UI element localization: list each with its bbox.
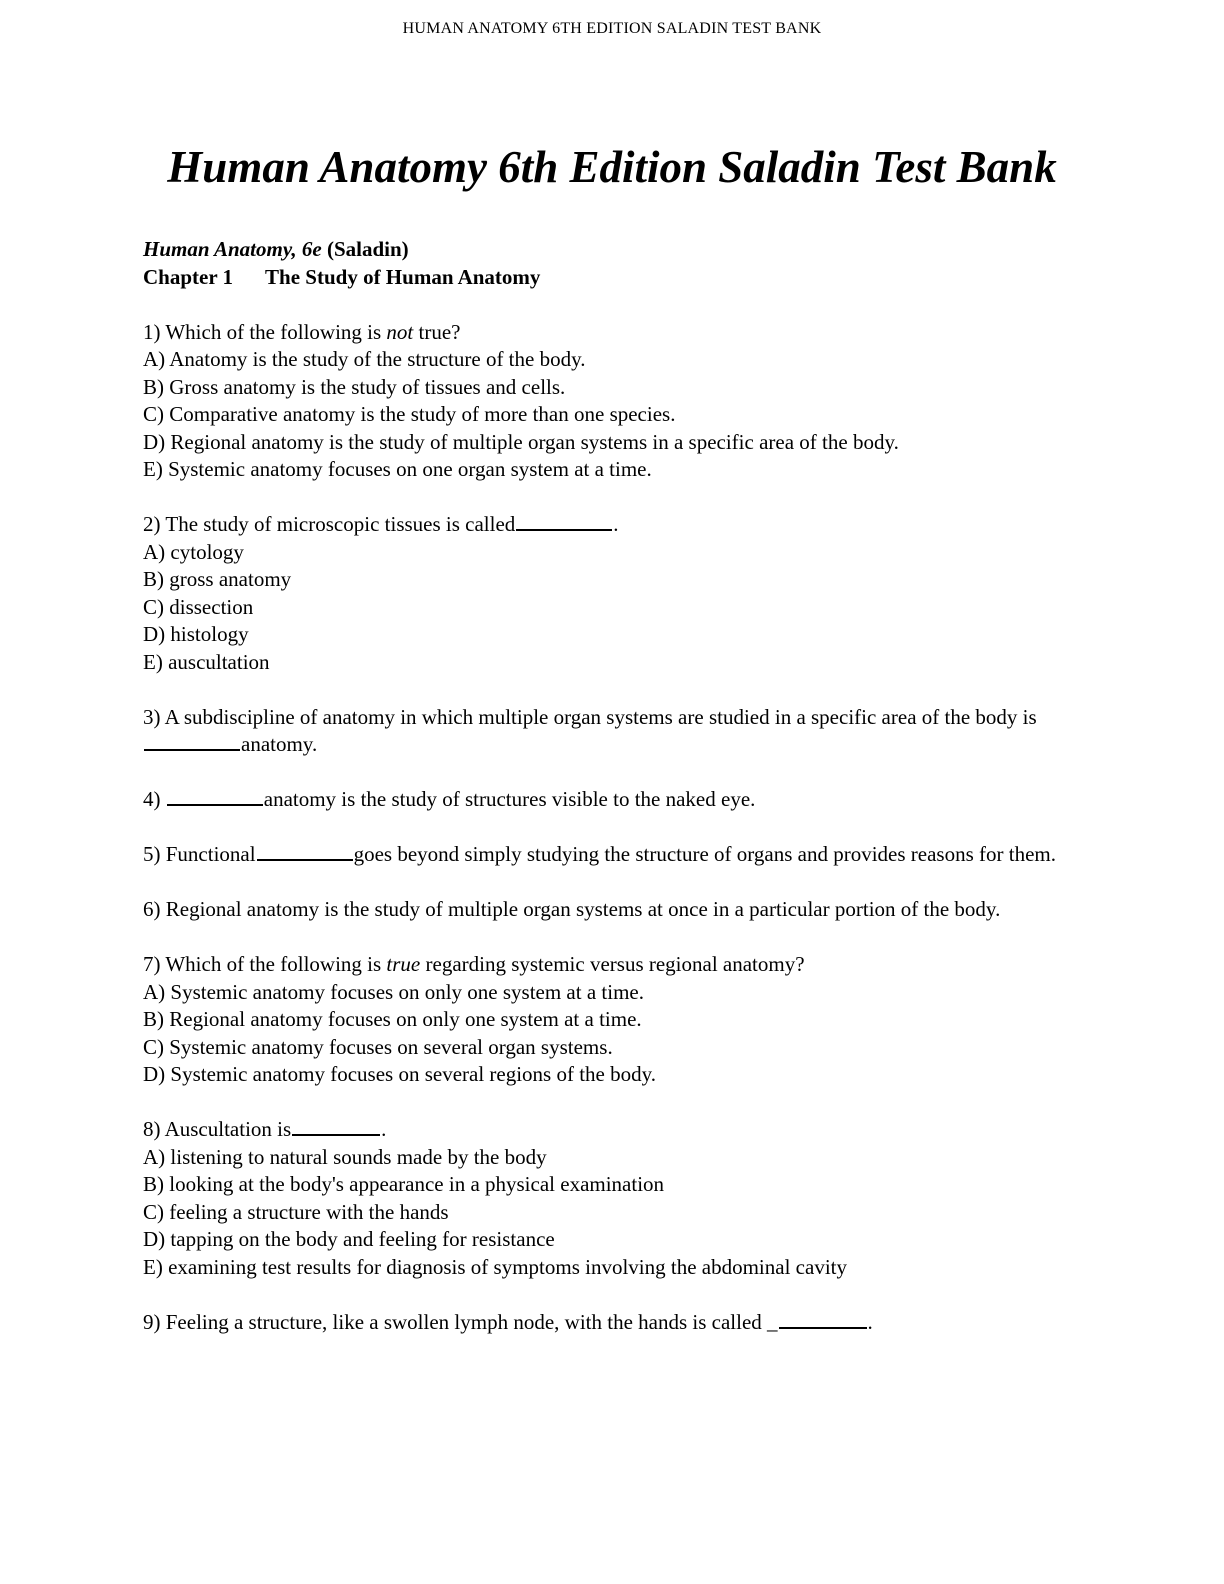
stem-text: 7) Which of the following is	[143, 952, 387, 976]
stem-text: 1) Which of the following is	[143, 319, 387, 344]
option: B) Gross anatomy is the study of tissues and cells.	[143, 374, 566, 399]
question-stem	[143, 319, 1083, 347]
answer-blank	[144, 731, 240, 751]
document-title: Human Anatomy 6th Edition Saladin Test Bank	[167, 142, 1057, 192]
option: C) Comparative anatomy is the study of more than one species.	[143, 402, 676, 426]
question-8	[143, 1116, 1083, 1281]
stem-text: .	[867, 1309, 873, 1334]
chapter-heading	[143, 264, 1083, 292]
option: A) listening to natural sounds made by the body	[143, 1144, 547, 1169]
question-stem: 6) Regional anatomy is the study of multiple organ systems at once in a particular portion of the body.	[143, 897, 1001, 921]
chapter-label: Chapter 1	[143, 264, 234, 289]
option: D) histology	[143, 622, 249, 646]
question-6	[143, 896, 1083, 924]
option: B) gross anatomy	[143, 567, 292, 591]
option: E) examining test results for diagnosis of symptoms involving the abdominal cavity	[143, 1254, 847, 1279]
question-4	[143, 786, 1083, 814]
book-author: (Saladin)	[326, 237, 409, 261]
option: A) Systemic anatomy focuses on only one system at a time.	[143, 979, 644, 1004]
answer-blank	[167, 786, 263, 806]
option: B) looking at the body's appearance in a physical examination	[143, 1172, 665, 1196]
option: A) cytology	[143, 539, 244, 564]
stem-text: true?	[413, 319, 461, 344]
option: D) tapping on the body and feeling for resistance	[143, 1227, 555, 1251]
option: E) Systemic anatomy focuses on one organ system at a time.	[143, 457, 652, 481]
option: D) Systemic anatomy focuses on several regions of the body.	[143, 1062, 657, 1086]
question-stem	[143, 704, 1083, 759]
chapter-name: The Study of Human Anatomy	[265, 264, 541, 289]
question-stem	[143, 511, 1083, 539]
question-stem	[143, 841, 1083, 869]
question-stem	[143, 951, 1083, 979]
option: A) Anatomy is the study of the structure of the body.	[143, 347, 586, 371]
stem-emphasis: true	[386, 952, 421, 976]
stem-text: 4)	[143, 787, 166, 811]
stem-text: regarding systemic versus regional anatomy?	[420, 952, 805, 976]
stem-text: 9) Feeling a structure, like a swollen lymph node, with the hands is called _	[143, 1309, 778, 1334]
answer-blank	[292, 1116, 380, 1136]
question-stem	[143, 1309, 1083, 1337]
option: B) Regional anatomy focuses on only one system at a time.	[143, 1007, 642, 1031]
running-header: HUMAN ANATOMY 6TH EDITION SALADIN TEST BANK	[402, 20, 822, 37]
stem-text: 8) Auscultation is	[143, 1117, 292, 1141]
stem-text: .	[613, 512, 619, 536]
option: C) dissection	[143, 594, 254, 619]
question-1	[143, 319, 1083, 484]
answer-blank	[257, 841, 353, 861]
answer-blank	[516, 511, 612, 531]
question-stem	[143, 786, 1083, 814]
option: C) Systemic anatomy focuses on several organ systems.	[143, 1034, 613, 1059]
book-citation	[143, 236, 1083, 264]
question-2	[143, 511, 1083, 676]
stem-emphasis: not	[386, 319, 414, 344]
question-7	[143, 951, 1083, 1089]
option: C) feeling a structure with the hands	[143, 1199, 449, 1224]
stem-text: 3) A subdiscipline of anatomy in which multiple organ systems are studied in a specific area of the body is	[143, 704, 1037, 729]
question-3	[143, 704, 1083, 759]
question-5	[143, 841, 1083, 869]
stem-text: 5) Functional	[143, 842, 256, 866]
answer-blank	[779, 1309, 867, 1329]
stem-text: .	[381, 1117, 387, 1141]
question-9	[143, 1309, 1083, 1337]
book-title: Human Anatomy, 6e	[143, 237, 322, 261]
option: E) auscultation	[143, 649, 270, 674]
stem-text: 2) The study of microscopic tissues is called	[143, 512, 516, 536]
stem-text: goes beyond simply studying the structure of organs and provides reasons for them.	[353, 842, 1056, 866]
document-body	[143, 236, 1083, 1336]
question-stem	[143, 1116, 1083, 1144]
stem-text: anatomy.	[241, 732, 318, 756]
option: D) Regional anatomy is the study of multiple organ systems in a specific area of the body.	[143, 429, 899, 454]
stem-text: anatomy is the study of structures visible to the naked eye.	[263, 787, 756, 811]
